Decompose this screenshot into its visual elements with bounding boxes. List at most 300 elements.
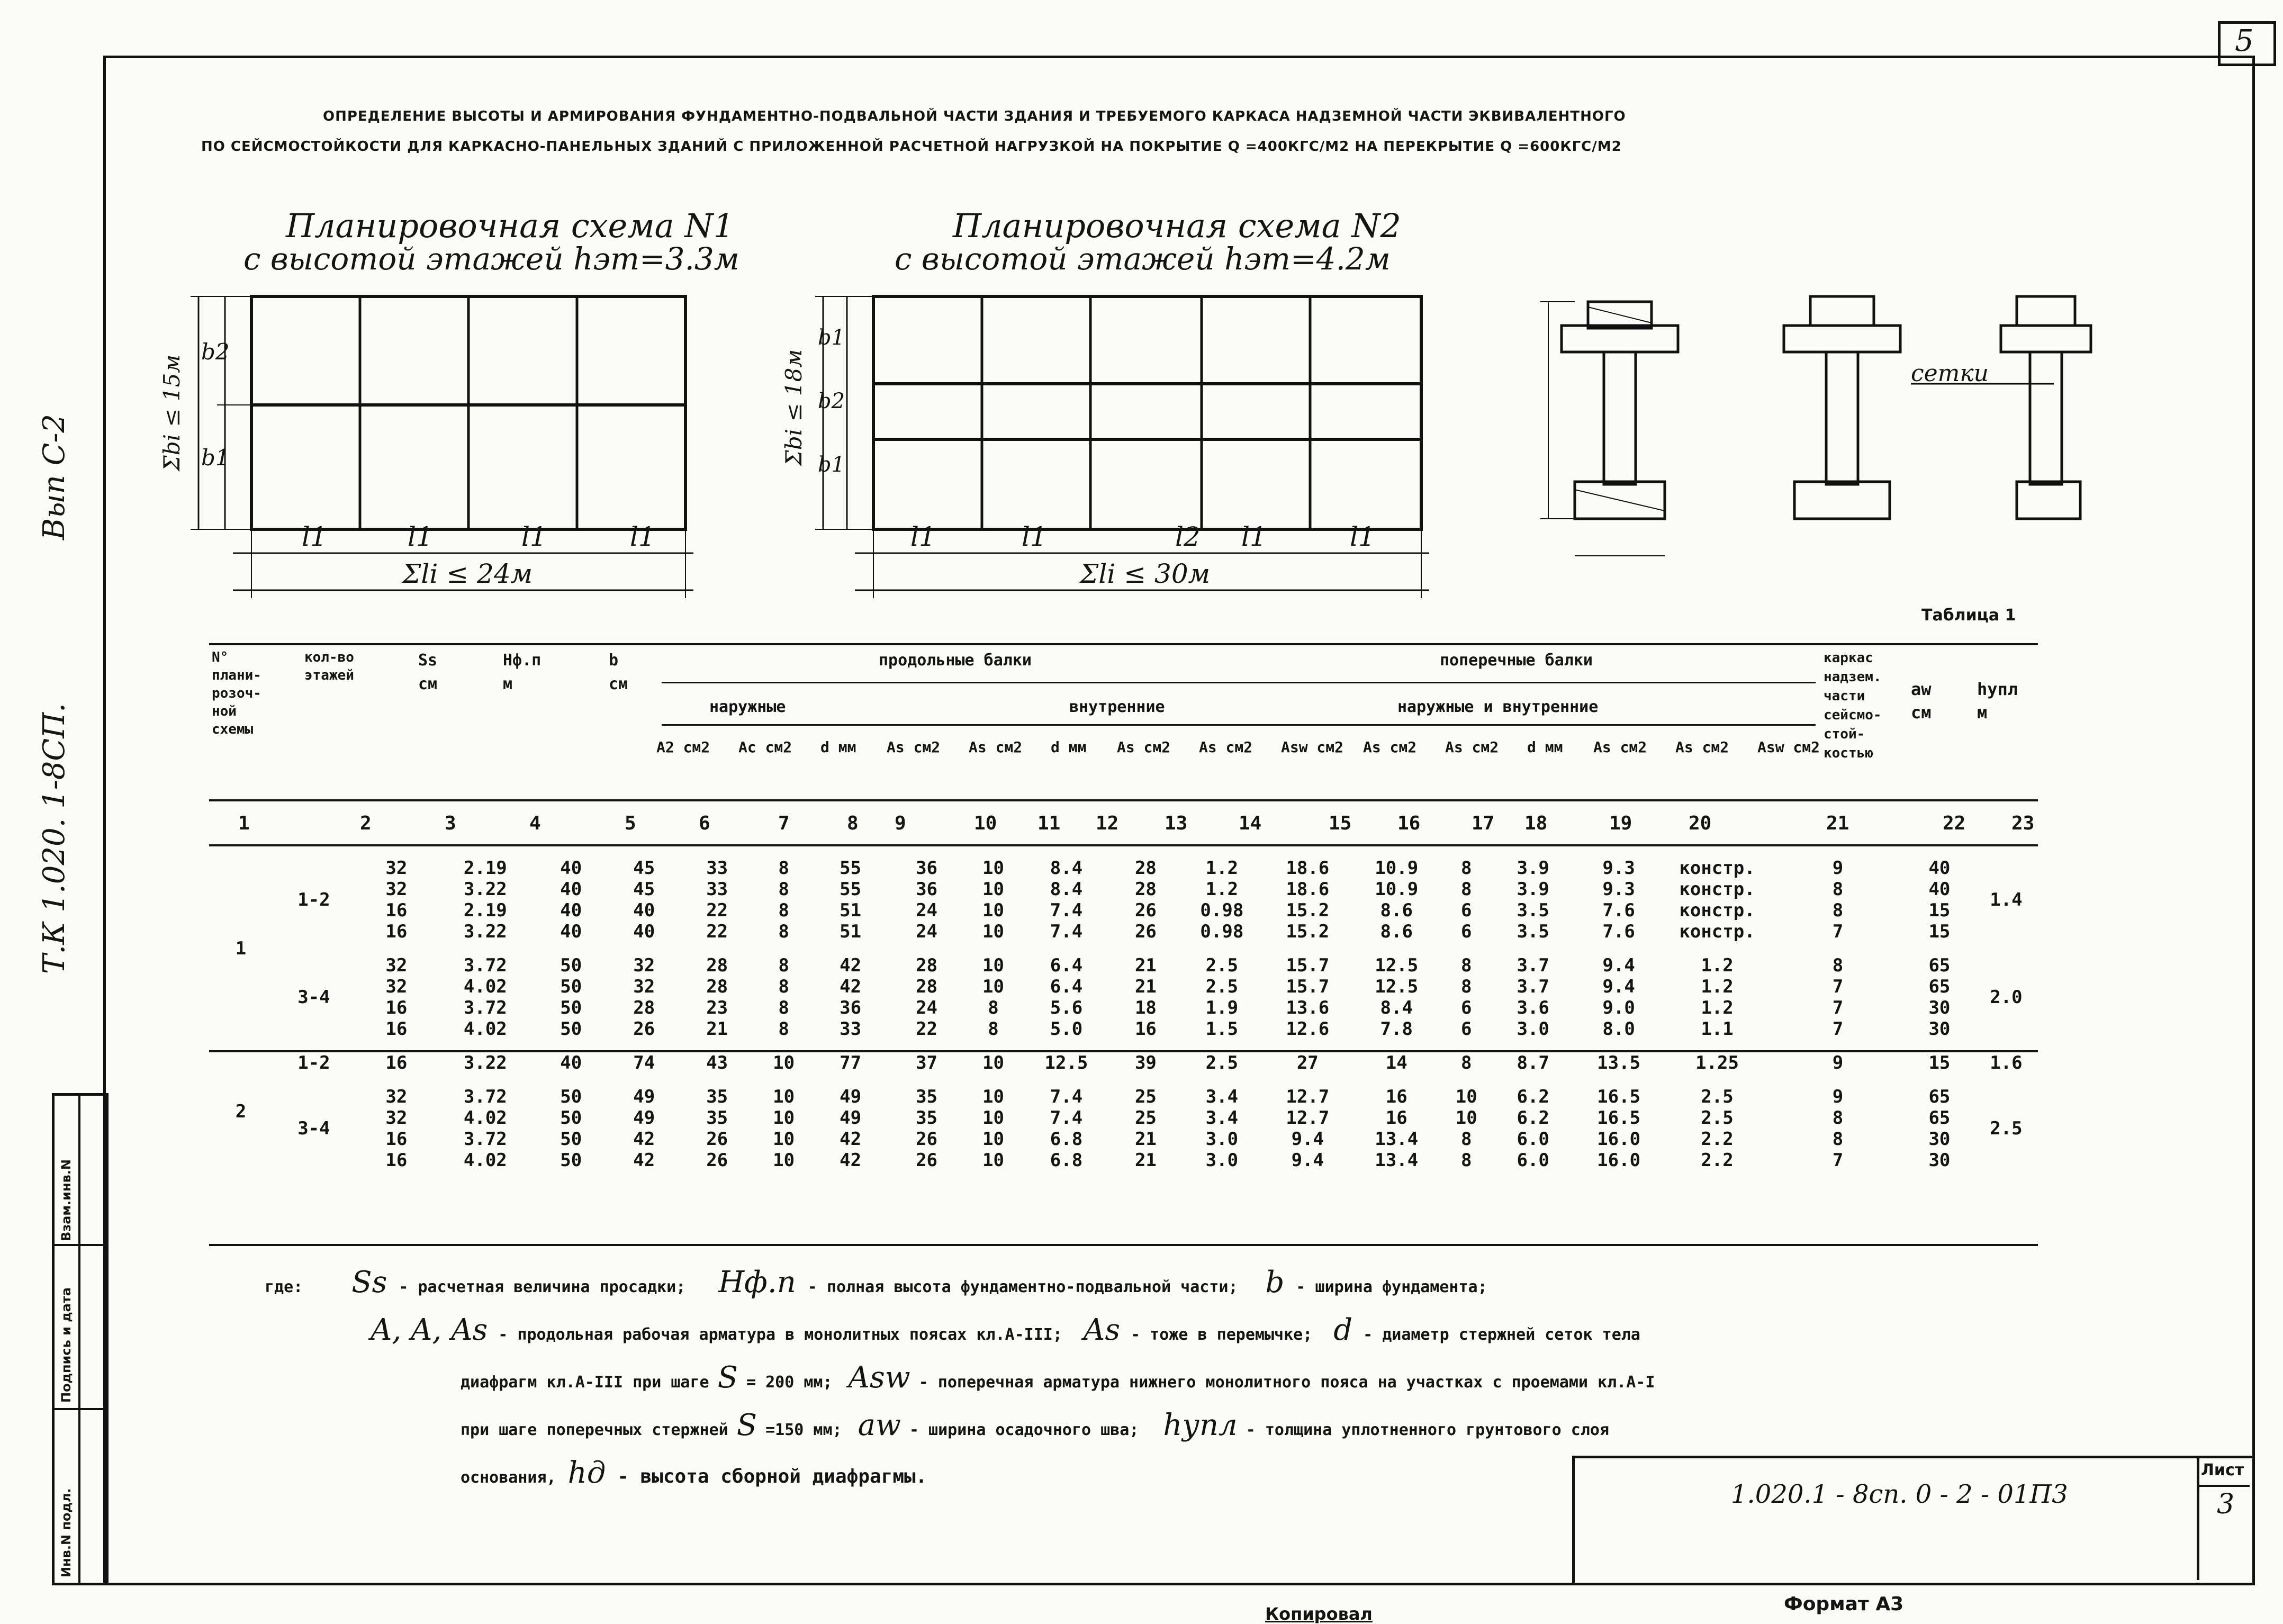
- table-cell: 21: [1134, 1150, 1157, 1171]
- notes-text-l3a: диафрагм кл.A-III при шаге: [461, 1373, 709, 1392]
- table-cell: 40: [633, 900, 655, 921]
- table-cell: 49: [840, 1107, 862, 1129]
- table-cell: 0.98: [1200, 900, 1244, 921]
- table-cell: 49: [633, 1086, 655, 1107]
- section-mesh-label: сетки: [1911, 360, 1989, 387]
- table-cell: 8: [778, 900, 789, 921]
- title-line-2: ПО СЕЙСМОСТОЙКОСТИ ДЛЯ КАРКАСНО-ПАНЕЛЬНЫХ ЗДАНИЙ С ПРИЛОЖЕННОЙ РАСЧЕТНОЙ НАГРУЗКОЙ НА ПОКРЫТИЕ Q =400КГС/М2 НА ПЕРЕКРЫТИЕ Q =600КГС/М2: [201, 139, 1622, 155]
- table-cell: 18.6: [1286, 879, 1330, 900]
- table-cell: констр.: [1679, 900, 1755, 921]
- unit-18: As см2: [1593, 738, 1647, 756]
- notes-text-as: - продольная рабочая арматура в монолитных поясах кл.A-III;: [498, 1325, 1062, 1344]
- table-row: [209, 921, 2038, 942]
- table-cell: 13.4: [1375, 1150, 1419, 1171]
- notes-line-5: [461, 1456, 927, 1490]
- th-frame: каркас надзем. части сейсмо- стой- костью: [1824, 650, 1882, 761]
- unit-11: d мм: [1051, 738, 1087, 756]
- header-bottom-rule: [209, 799, 2038, 801]
- table-cell: 16: [385, 1129, 408, 1150]
- cell-floors: 1-2: [297, 1052, 330, 1073]
- table-cell: 10: [982, 1150, 1004, 1171]
- table-cell: 6.4: [1050, 955, 1083, 976]
- table-cell: 7: [1832, 1018, 1844, 1040]
- table-cell: 21: [1134, 955, 1157, 976]
- table-cell: 10: [773, 1129, 795, 1150]
- table-cell: констр.: [1679, 858, 1755, 879]
- table-cell: 1.1: [1701, 1018, 1734, 1040]
- data-table: [209, 858, 2038, 1171]
- table-cell: 8: [778, 955, 789, 976]
- table-cell: 12.7: [1286, 1107, 1330, 1129]
- table-top-rule: [209, 643, 2038, 645]
- notes-sym-as2: As: [1083, 1313, 1121, 1347]
- table-cell: 10: [773, 1107, 795, 1129]
- scheme1-title: Планировочная схема N1: [286, 206, 734, 245]
- table-cell: 10: [982, 858, 1004, 879]
- table-cell: 8: [1832, 955, 1844, 976]
- table-cell: 2.5: [1701, 1107, 1734, 1129]
- table-cell: 10: [1455, 1107, 1477, 1129]
- notes-text-d: - диаметр стержней сеток тела: [1363, 1325, 1640, 1344]
- table-cell: 40: [560, 1052, 582, 1073]
- top-sheet-number: 5: [2235, 24, 2254, 58]
- table-cell: 49: [840, 1086, 862, 1107]
- table-cell: 40: [1928, 879, 1951, 900]
- colnum-9: 9: [895, 813, 906, 834]
- table-cell: 4.02: [463, 976, 507, 997]
- table-cell: 1.2: [1205, 879, 1239, 900]
- cell-floors: 3-4: [297, 987, 330, 1008]
- table-cell: 9.3: [1602, 858, 1635, 879]
- colnum-12: 12: [1096, 813, 1119, 834]
- table-cell: 50: [560, 976, 582, 997]
- colnum-3: 3: [445, 813, 456, 834]
- table-cell: 50: [560, 955, 582, 976]
- table-cell: 26: [1134, 900, 1157, 921]
- table-cell: 32: [385, 1107, 408, 1129]
- scheme2-title: Планировочная схема N2: [953, 206, 1401, 245]
- table-cell: 3.7: [1517, 955, 1549, 976]
- table-cell: 55: [840, 879, 862, 900]
- table-cell: 26: [916, 1129, 938, 1150]
- table-cell: 35: [706, 1107, 728, 1129]
- table-cell: 6: [1460, 900, 1472, 921]
- unit-8: d мм: [820, 738, 856, 756]
- table-cell: 6.8: [1050, 1150, 1083, 1171]
- unit-14: Asw см2: [1281, 738, 1344, 756]
- table-row: [209, 900, 2038, 921]
- table-cell: 21: [1134, 976, 1157, 997]
- table-cell: 33: [840, 1018, 862, 1040]
- scheme2-plan: [794, 275, 1440, 603]
- colnum-20: 20: [1689, 813, 1712, 834]
- table-cell: 16: [385, 1150, 408, 1171]
- footer-copied: Копировал: [1265, 1604, 1373, 1624]
- scheme2-span-4: l1: [1241, 521, 1267, 552]
- table-cell: 13.6: [1286, 997, 1330, 1018]
- table-cell: 36: [916, 858, 938, 879]
- table-cell: 12.6: [1286, 1018, 1330, 1040]
- scheme1-span-3: l1: [521, 521, 547, 552]
- table-cell: 32: [633, 976, 655, 997]
- table-cell: 16: [1385, 1086, 1407, 1107]
- table-row: [209, 1018, 2038, 1040]
- table-cell: 25: [1134, 1107, 1157, 1129]
- cell-hupl: 2.0: [1990, 987, 2023, 1008]
- table-cell: 7.4: [1050, 1086, 1083, 1107]
- table-cell: 50: [560, 997, 582, 1018]
- table-cell: 10: [982, 900, 1004, 921]
- table-cell: 6.0: [1517, 1129, 1549, 1150]
- table-cell: 23: [706, 997, 728, 1018]
- table-cell: 16.0: [1597, 1129, 1641, 1150]
- side-divider-1: [78, 1096, 80, 1583]
- scheme1-subtitle: с высотой этажей hэт=3.3м: [243, 241, 739, 277]
- table-cell: 7.8: [1380, 1018, 1413, 1040]
- table-row: [209, 1150, 2038, 1171]
- table-cell: 3.5: [1517, 921, 1549, 942]
- notes-text-l5a: основания,: [461, 1468, 556, 1487]
- table-cell: 51: [840, 921, 862, 942]
- table-cell: 10: [982, 1086, 1004, 1107]
- table-cell: 16: [385, 1018, 408, 1040]
- table-cell: 10: [982, 1052, 1004, 1073]
- table-cell: 3.72: [463, 955, 507, 976]
- table-cell: 40: [1928, 858, 1951, 879]
- table-cell: 8.6: [1380, 921, 1413, 942]
- colnum-6: 6: [699, 813, 710, 834]
- table-cell: 49: [633, 1107, 655, 1129]
- notes-line-1: [265, 1265, 1487, 1300]
- th-scheme: [212, 648, 265, 738]
- table-cell: 3.4: [1205, 1107, 1239, 1129]
- table-cell: 8: [778, 858, 789, 879]
- colnum-18: 18: [1524, 813, 1548, 834]
- table-cell: 25: [1134, 1086, 1157, 1107]
- table-cell: 43: [706, 1052, 728, 1073]
- table-cell: 8: [1460, 1129, 1472, 1150]
- table-cell: 50: [560, 1107, 582, 1129]
- table-cell: 2.2: [1701, 1129, 1734, 1150]
- table-cell: 9.4: [1291, 1129, 1324, 1150]
- series-label: Т.К 1.020. 1-8СП.: [37, 703, 71, 974]
- unit-7: Ac см2: [738, 738, 792, 756]
- table-cell: 10: [773, 1052, 795, 1073]
- table-cell: 26: [1134, 921, 1157, 942]
- colnum-8: 8: [847, 813, 859, 834]
- table-cell: 30: [1928, 1150, 1951, 1171]
- table-cell: 33: [706, 858, 728, 879]
- table-cell: 7.6: [1602, 900, 1635, 921]
- unit-16: As см2: [1445, 738, 1499, 756]
- table-cell: 2.19: [463, 900, 507, 921]
- table-cell: 3.72: [463, 1086, 507, 1107]
- table-cell: 3.7: [1517, 976, 1549, 997]
- table-cell: 10: [982, 1129, 1004, 1150]
- scheme2-span-2: l1: [1022, 521, 1047, 552]
- table-cell: 6.2: [1517, 1086, 1549, 1107]
- th-long-beams: продольные балки: [879, 651, 1032, 670]
- table-row: [209, 1051, 2038, 1073]
- table-cell: 7: [1832, 976, 1844, 997]
- table-cell: 9.4: [1291, 1150, 1324, 1171]
- table-cell: 35: [916, 1086, 938, 1107]
- colnum-13: 13: [1165, 813, 1188, 834]
- table-cell: 3.22: [463, 1052, 507, 1073]
- table-cell: 16: [385, 1052, 408, 1073]
- table-spacer-row: [209, 1073, 2038, 1086]
- scheme1-total: Σli ≤ 24м: [402, 558, 533, 589]
- notes-text-l4b: =150 мм;: [765, 1421, 842, 1439]
- scheme1-span-2: l1: [408, 521, 433, 552]
- drawing-code: 1.020.1 - 8сп. 0 - 2 - 01П3: [1731, 1479, 2068, 1509]
- table-cell: 8: [1832, 900, 1844, 921]
- table-cell: 6: [1460, 1018, 1472, 1040]
- scheme1-b2: b2: [201, 339, 230, 365]
- table-cell: 21: [1134, 1129, 1157, 1150]
- table-cell: 7: [1832, 1150, 1844, 1171]
- table-cell: 8: [1832, 1129, 1844, 1150]
- table-cell: 7: [1832, 997, 1844, 1018]
- table-cell: 42: [633, 1150, 655, 1171]
- table-cell: 26: [916, 1150, 938, 1171]
- table-cell: 45: [633, 858, 655, 879]
- table-cell: 8.6: [1380, 900, 1413, 921]
- colnum-16: 16: [1397, 813, 1421, 834]
- table-cell: 18.6: [1286, 858, 1330, 879]
- table-cell: 6: [1460, 921, 1472, 942]
- table-cell: 8: [778, 1018, 789, 1040]
- table-cell: 32: [385, 955, 408, 976]
- table-cell: 9.3: [1602, 879, 1635, 900]
- scheme2-span-1: l1: [910, 521, 936, 552]
- table-cell: 40: [560, 900, 582, 921]
- colnum-4: 4: [529, 813, 541, 834]
- table-cell: 8: [1460, 1150, 1472, 1171]
- table-cell: 50: [560, 1129, 582, 1150]
- scheme1-plan: [127, 275, 720, 603]
- scheme2-span-5: l1: [1350, 521, 1375, 552]
- table-cell: 3.0: [1517, 1018, 1549, 1040]
- table-cell: 8.4: [1380, 997, 1413, 1018]
- table-bottom-rule: [209, 1244, 2038, 1246]
- table-row: [209, 997, 2038, 1018]
- table-cell: 8: [1460, 879, 1472, 900]
- table-cell: 10.9: [1375, 858, 1419, 879]
- table-cell: 39: [1134, 1052, 1157, 1073]
- table-cell: 8.4: [1050, 858, 1083, 879]
- colnum-19: 19: [1609, 813, 1632, 834]
- th-hupl: hупл м: [1977, 679, 2018, 723]
- table-cell: 2.19: [463, 858, 507, 879]
- title-block: [1572, 1456, 2252, 1583]
- table-cell: 45: [633, 879, 655, 900]
- table-cell: 42: [633, 1129, 655, 1150]
- notes-sym-s2: S: [736, 1408, 757, 1442]
- table-cell: 26: [706, 1129, 728, 1150]
- side-divider-2: [55, 1244, 106, 1246]
- table-cell: 8.4: [1050, 879, 1083, 900]
- table-cell: 15.2: [1286, 900, 1330, 921]
- notes-sym-asw: Asw: [848, 1360, 910, 1395]
- table-cell: 3.9: [1517, 858, 1549, 879]
- table-cell: 28: [1134, 879, 1157, 900]
- table-cell: 9: [1832, 1086, 1844, 1107]
- table-cell: 55: [840, 858, 862, 879]
- table-cell: 51: [840, 900, 862, 921]
- notes-text-as2: - тоже в перемычке;: [1131, 1325, 1313, 1344]
- table-cell: 40: [560, 921, 582, 942]
- notes-sym-hfp: Hф.п: [718, 1265, 796, 1300]
- unit-19: As см2: [1675, 738, 1729, 756]
- table-cell: 22: [706, 921, 728, 942]
- colnum-22: 22: [1943, 813, 1966, 834]
- table-cell: 40: [560, 879, 582, 900]
- footer-format: Формат А3: [1784, 1593, 1904, 1615]
- unit-6: A2 см2: [656, 738, 710, 756]
- table-cell: 8: [988, 1018, 999, 1040]
- table-cell: 32: [633, 955, 655, 976]
- notes-text-l4d: - толщина уплотненного грунтового слоя: [1246, 1421, 1610, 1439]
- table-cell: 12.7: [1286, 1086, 1330, 1107]
- table-cell: 16.5: [1597, 1107, 1641, 1129]
- table-cell: 4.02: [463, 1107, 507, 1129]
- th-inner: внутренние: [1069, 698, 1165, 716]
- table-cell: 28: [916, 976, 938, 997]
- table-cell: 12.5: [1044, 1052, 1088, 1073]
- notes-text-l3b: = 200 мм;: [746, 1373, 833, 1392]
- table-spacer-row: [209, 942, 2038, 955]
- table-cell: 7.4: [1050, 900, 1083, 921]
- table-cell: 30: [1928, 997, 1951, 1018]
- notes-text-hfp: - полная высота фундаментно-подвальной части;: [807, 1278, 1238, 1296]
- numbers-bottom-rule: [209, 844, 2038, 846]
- table-cell: 50: [560, 1018, 582, 1040]
- scheme2-b-bottom: b1: [818, 453, 845, 477]
- scheme1-span-4: l1: [630, 521, 655, 552]
- notes-text-b: - ширина фундамента;: [1296, 1278, 1487, 1296]
- table-cell: 30: [1928, 1129, 1951, 1150]
- table-cell: 24: [916, 900, 938, 921]
- notes-sym-s1: S: [717, 1360, 738, 1395]
- table-cell: 1.25: [1695, 1052, 1739, 1073]
- table-cell: 3.4: [1205, 1086, 1239, 1107]
- table-cell: 26: [633, 1018, 655, 1040]
- table-cell: 15: [1928, 900, 1951, 921]
- notes-line-3: [461, 1360, 1655, 1395]
- table-row: [209, 858, 2038, 879]
- table-cell: 42: [840, 1150, 862, 1171]
- table-cell: 7: [1832, 921, 1844, 942]
- table-cell: 32: [385, 1086, 408, 1107]
- table-cell: 16.5: [1597, 1086, 1641, 1107]
- table-row: [209, 976, 2038, 997]
- table-caption: Таблица 1: [1921, 606, 2016, 625]
- cell-floors: 1-2: [297, 889, 330, 910]
- colnum-10: 10: [974, 813, 997, 834]
- th-aw: aw см: [1911, 679, 1932, 723]
- table-cell: 10: [1455, 1086, 1477, 1107]
- table-cell: 22: [916, 1018, 938, 1040]
- colnum-11: 11: [1037, 813, 1061, 834]
- table-cell: 42: [840, 955, 862, 976]
- th-ss: Ss см: [418, 651, 438, 693]
- table-cell: 8.0: [1602, 1018, 1635, 1040]
- table-row: [209, 1107, 2038, 1129]
- th-floors: кол-во этажей: [304, 649, 354, 683]
- table-cell: 50: [560, 1150, 582, 1171]
- table-cell: 8: [778, 921, 789, 942]
- table-row: [209, 879, 2038, 900]
- table-cell: 24: [916, 997, 938, 1018]
- cell-floors: 3-4: [297, 1118, 330, 1139]
- table-cell: 16: [385, 921, 408, 942]
- table-cell: 9.4: [1602, 976, 1635, 997]
- table-cell: 9: [1832, 1052, 1844, 1073]
- table-cell: 32: [385, 858, 408, 879]
- title-block-hline: [2197, 1485, 2250, 1487]
- table-cell: 9.0: [1602, 997, 1635, 1018]
- table-cell: 16.0: [1597, 1150, 1641, 1171]
- table-cell: 65: [1928, 1107, 1951, 1129]
- title-line-1: ОПРЕДЕЛЕНИЕ ВЫСОТЫ И АРМИРОВАНИЯ ФУНДАМЕНТНО-ПОДВАЛЬНОЙ ЧАСТИ ЗДАНИЯ И ТРЕБУЕМОГО КАРКАСА НАДЗЕМНОЙ ЧАСТИ ЭКВИВАЛЕНТНОГО: [323, 109, 1626, 124]
- table-cell: 7.4: [1050, 921, 1083, 942]
- table-cell: 3.5: [1517, 900, 1549, 921]
- table-cell: 9.4: [1602, 955, 1635, 976]
- notes-where: где:: [265, 1278, 303, 1296]
- table-cell: 36: [916, 879, 938, 900]
- table-cell: 42: [840, 1129, 862, 1150]
- table-cell: 28: [633, 997, 655, 1018]
- table-cell: 3.0: [1205, 1129, 1239, 1150]
- table-cell: 37: [916, 1052, 938, 1073]
- table-cell: 65: [1928, 1086, 1951, 1107]
- scheme1-b1: b1: [201, 445, 230, 471]
- colnum-21: 21: [1826, 813, 1849, 834]
- notes-sym-hd: hд: [567, 1456, 606, 1490]
- table-cell: 33: [706, 879, 728, 900]
- notes-sym-as: A, A, As: [371, 1313, 488, 1347]
- table-cell: 1.9: [1205, 997, 1239, 1018]
- notes-text-ss: - расчетная величина просадки;: [399, 1278, 686, 1296]
- table-cell: 7.6: [1602, 921, 1635, 942]
- table-cell: 13.4: [1375, 1129, 1419, 1150]
- table-cell: 35: [916, 1107, 938, 1129]
- table-cell: 28: [1134, 858, 1157, 879]
- scheme2-span-3: l2: [1175, 521, 1201, 552]
- table-cell: 3.22: [463, 879, 507, 900]
- table-cell: 36: [840, 997, 862, 1018]
- notes-text-l3c: - поперечная арматура нижнего монолитного пояса на участках с проемами кл.A-I: [918, 1373, 1655, 1392]
- unit-row: [656, 738, 1821, 786]
- cell-hupl: 1.6: [1990, 1052, 2023, 1073]
- notes-sym-b: b: [1265, 1265, 1285, 1300]
- cell-scheme: 2: [235, 1101, 247, 1122]
- beam-sections: [1524, 228, 2149, 577]
- notes-text-l4a: при шаге поперечных стержней: [461, 1421, 728, 1439]
- table-cell: 16: [385, 997, 408, 1018]
- th-cross-sub: наружные и внутренние: [1397, 698, 1599, 716]
- table-cell: 8.7: [1517, 1052, 1549, 1073]
- table-cell: 28: [916, 955, 938, 976]
- colnum-17: 17: [1472, 813, 1495, 834]
- table-cell: 1.2: [1701, 997, 1734, 1018]
- notes-line-2: [371, 1313, 1640, 1347]
- table-row: [209, 1086, 2038, 1107]
- unit-13: As см2: [1199, 738, 1253, 756]
- colnum-1: 1: [238, 813, 250, 834]
- colnum-15: 15: [1329, 813, 1352, 834]
